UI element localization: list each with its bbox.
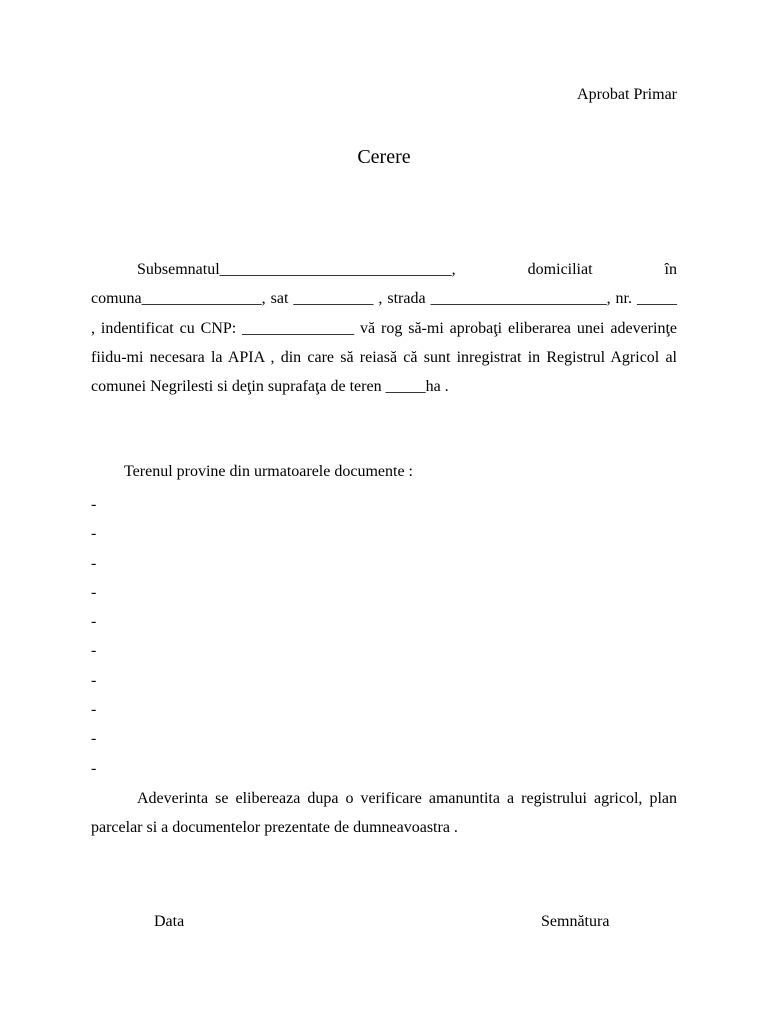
approval-line: Aprobat Primar	[577, 86, 677, 103]
document-title: Cerere	[357, 146, 411, 168]
list-item: -	[91, 496, 97, 513]
list-item: -	[91, 613, 97, 631]
verification-paragraph: Adeverinta se elibereaza dupa o verificare amanuntita a registrului agricol, plan parcelar si a documentelor prezentate de dumneavoastra .	[91, 790, 677, 837]
list-item: -	[91, 525, 97, 543]
list-item: -	[91, 730, 97, 748]
request-paragraph: Subsemnatul_____________________________, domiciliat în comuna_______________, sat __________ , strada ______________________, nr. _____ , indentificat cu CNP: ______________ vă rog să-mi aprobaţi eliberarea unei adeverinţe fiidu-mi necesara la APIA , din care să reiasă că sunt inregistrat in Registrul Agricol al comunei Negrilesti si deţin suprafaţa de teren _____ha .	[91, 261, 677, 396]
date-label: Data	[154, 913, 185, 930]
list-item: -	[91, 671, 97, 689]
signature-label: Semnătura	[541, 913, 610, 930]
land-documents-list	[91, 490, 96, 783]
list-item: -	[91, 554, 97, 572]
list-item: -	[91, 759, 97, 777]
list-item: -	[91, 583, 97, 601]
list-item: -	[91, 642, 97, 660]
land-documents-intro: Terenul provine din urmatoarele documente :	[124, 463, 413, 480]
list-item: -	[91, 701, 97, 719]
